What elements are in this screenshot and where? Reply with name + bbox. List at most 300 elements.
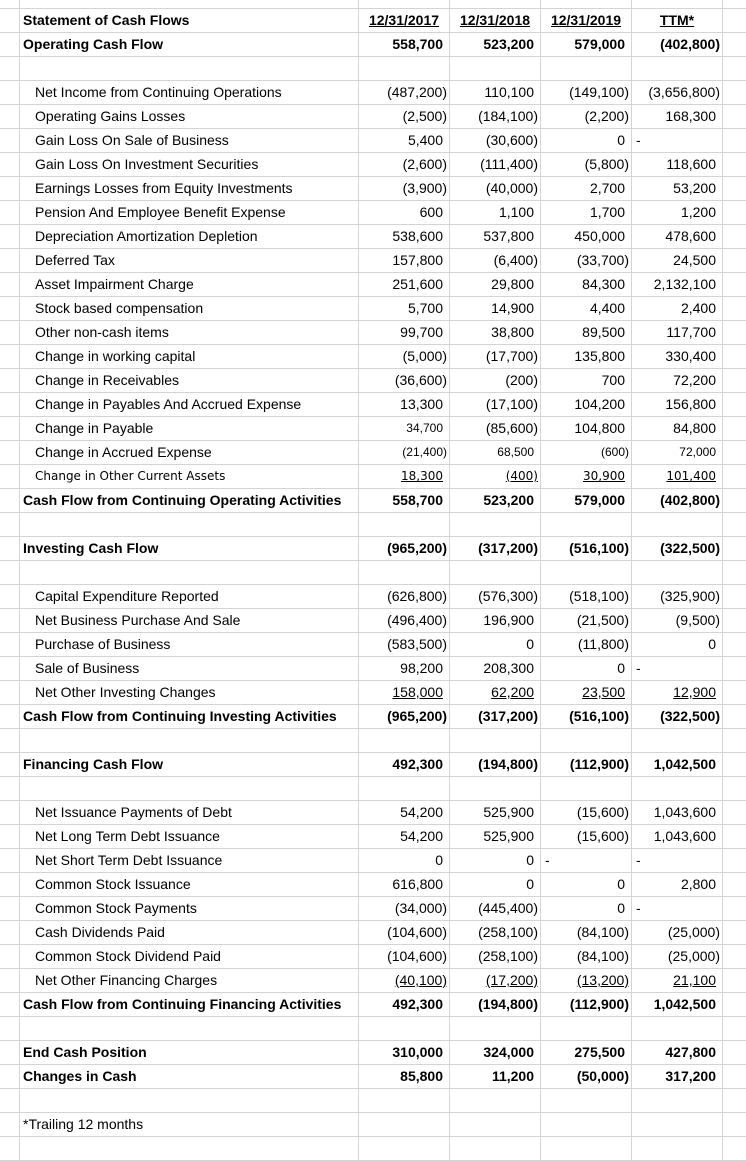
value-cell-3[interactable]	[632, 849, 723, 872]
row-label-sale-of-business[interactable]: Sale of Business	[20, 657, 359, 680]
value-cell-3[interactable]	[632, 921, 723, 944]
value-cell-2[interactable]	[541, 345, 632, 368]
empty-cell[interactable]	[450, 561, 541, 584]
value-cell-2[interactable]	[541, 297, 632, 320]
empty-cell[interactable]	[541, 561, 632, 584]
row-gutter-cell[interactable]	[0, 1065, 20, 1088]
row-label-change-in-payables-and-accrued-expense[interactable]: Change in Payables And Accrued Expense	[20, 393, 359, 416]
empty-cell[interactable]	[723, 177, 746, 200]
row-label-change-in-receivables[interactable]: Change in Receivables	[20, 369, 359, 392]
value-cell-3[interactable]	[632, 441, 723, 464]
value-cell-1[interactable]	[450, 129, 541, 152]
value-cell-1[interactable]	[450, 657, 541, 680]
value-cell-2[interactable]	[541, 849, 632, 872]
row-label-cash-flow-from-continuing-financing-activities[interactable]: Cash Flow from Continuing Financing Activities	[20, 993, 359, 1016]
row-gutter-cell[interactable]	[0, 969, 20, 992]
value-cell-3[interactable]	[632, 1041, 723, 1064]
value-cell-1[interactable]	[450, 105, 541, 128]
empty-cell[interactable]	[723, 1041, 746, 1064]
value-cell-0[interactable]	[359, 441, 450, 464]
value-cell-3[interactable]	[632, 825, 723, 848]
row-gutter-cell[interactable]	[0, 705, 20, 728]
row-label-net-short-term-debt-issuance[interactable]: Net Short Term Debt Issuance	[20, 849, 359, 872]
empty-cell[interactable]	[359, 57, 450, 80]
row-label-end-cash-position[interactable]: End Cash Position	[20, 1041, 359, 1064]
row-label-changes-in-cash[interactable]: Changes in Cash	[20, 1065, 359, 1088]
value-cell-2[interactable]	[541, 273, 632, 296]
row-gutter-cell[interactable]	[0, 633, 20, 656]
empty-cell[interactable]	[359, 729, 450, 752]
value-cell-2[interactable]	[541, 921, 632, 944]
value-cell-1[interactable]	[450, 201, 541, 224]
row-gutter-cell[interactable]	[0, 513, 20, 536]
empty-cell[interactable]	[723, 81, 746, 104]
value-cell-0[interactable]	[359, 105, 450, 128]
empty-cell[interactable]	[450, 1089, 541, 1112]
value-cell-0[interactable]	[359, 969, 450, 992]
empty-cell[interactable]	[20, 0, 359, 8]
row-label-depreciation-amortization-depletion[interactable]: Depreciation Amortization Depletion	[20, 225, 359, 248]
row-gutter-cell[interactable]	[0, 297, 20, 320]
empty-cell[interactable]	[723, 297, 746, 320]
value-cell-2[interactable]	[541, 633, 632, 656]
row-gutter-cell[interactable]	[0, 849, 20, 872]
value-cell-0[interactable]	[359, 537, 450, 560]
value-cell-0[interactable]	[359, 897, 450, 920]
value-cell-3[interactable]	[632, 585, 723, 608]
row-gutter-cell[interactable]	[0, 1089, 20, 1112]
value-cell-2[interactable]	[541, 537, 632, 560]
value-cell-2[interactable]	[541, 609, 632, 632]
empty-cell[interactable]	[723, 585, 746, 608]
value-cell-2[interactable]	[541, 369, 632, 392]
value-cell-2[interactable]	[541, 441, 632, 464]
empty-cell[interactable]	[20, 561, 359, 584]
empty-cell[interactable]	[723, 897, 746, 920]
value-cell-2[interactable]	[541, 873, 632, 896]
value-cell-2[interactable]	[541, 753, 632, 776]
row-gutter-cell[interactable]	[0, 441, 20, 464]
value-cell-2[interactable]	[541, 489, 632, 512]
empty-cell[interactable]	[632, 1113, 723, 1136]
value-cell-0[interactable]	[359, 681, 450, 704]
row-label-cash-dividends-paid[interactable]: Cash Dividends Paid	[20, 921, 359, 944]
row-label-net-long-term-debt-issuance[interactable]: Net Long Term Debt Issuance	[20, 825, 359, 848]
row-gutter-cell[interactable]	[0, 249, 20, 272]
value-cell-1[interactable]	[450, 321, 541, 344]
value-cell-3[interactable]	[632, 1065, 723, 1088]
empty-cell[interactable]	[723, 633, 746, 656]
row-label-deferred-tax[interactable]: Deferred Tax	[20, 249, 359, 272]
value-cell-2[interactable]	[541, 897, 632, 920]
value-cell-0[interactable]	[359, 249, 450, 272]
empty-cell[interactable]	[723, 273, 746, 296]
empty-cell[interactable]	[450, 1113, 541, 1136]
value-cell-3[interactable]	[632, 801, 723, 824]
value-cell-1[interactable]	[450, 249, 541, 272]
value-cell-1[interactable]	[450, 465, 541, 488]
empty-cell[interactable]	[723, 873, 746, 896]
empty-cell[interactable]	[723, 921, 746, 944]
value-cell-3[interactable]	[632, 105, 723, 128]
empty-cell[interactable]	[450, 0, 541, 8]
value-cell-1[interactable]	[450, 993, 541, 1016]
empty-cell[interactable]	[20, 513, 359, 536]
empty-cell[interactable]	[723, 321, 746, 344]
value-cell-3[interactable]	[632, 873, 723, 896]
row-gutter-cell[interactable]	[0, 9, 20, 32]
value-cell-1[interactable]	[450, 537, 541, 560]
value-cell-1[interactable]	[450, 489, 541, 512]
value-cell-3[interactable]	[632, 417, 723, 440]
row-label-net-issuance-payments-of-debt[interactable]: Net Issuance Payments of Debt	[20, 801, 359, 824]
row-gutter-cell[interactable]	[0, 921, 20, 944]
empty-cell[interactable]	[723, 513, 746, 536]
row-label-stock-based-compensation[interactable]: Stock based compensation	[20, 297, 359, 320]
row-gutter-cell[interactable]	[0, 1041, 20, 1064]
row-gutter-cell[interactable]	[0, 465, 20, 488]
value-cell-1[interactable]	[450, 921, 541, 944]
value-cell-2[interactable]	[541, 33, 632, 56]
empty-cell[interactable]	[450, 1017, 541, 1040]
value-cell-1[interactable]	[450, 753, 541, 776]
empty-cell[interactable]	[541, 1137, 632, 1160]
row-label-change-in-working-capital[interactable]: Change in working capital	[20, 345, 359, 368]
value-cell-2[interactable]	[541, 1041, 632, 1064]
empty-cell[interactable]	[20, 1137, 359, 1160]
value-cell-0[interactable]	[359, 1065, 450, 1088]
empty-cell[interactable]	[359, 1089, 450, 1112]
empty-cell[interactable]	[723, 657, 746, 680]
value-cell-0[interactable]	[359, 273, 450, 296]
row-label-change-in-accrued-expense[interactable]: Change in Accrued Expense	[20, 441, 359, 464]
value-cell-1[interactable]	[450, 585, 541, 608]
value-cell-1[interactable]	[450, 225, 541, 248]
value-cell-0[interactable]	[359, 705, 450, 728]
row-gutter-cell[interactable]	[0, 393, 20, 416]
empty-cell[interactable]	[723, 33, 746, 56]
row-label-cash-flow-from-continuing-investing-activities[interactable]: Cash Flow from Continuing Investing Activities	[20, 705, 359, 728]
row-gutter-cell[interactable]	[0, 201, 20, 224]
value-cell-2[interactable]	[541, 177, 632, 200]
value-cell-0[interactable]	[359, 129, 450, 152]
value-cell-2[interactable]	[541, 705, 632, 728]
empty-cell[interactable]	[723, 249, 746, 272]
value-cell-2[interactable]	[541, 321, 632, 344]
empty-cell[interactable]	[723, 825, 746, 848]
value-cell-0[interactable]	[359, 33, 450, 56]
empty-cell[interactable]	[632, 729, 723, 752]
row-label-common-stock-payments[interactable]: Common Stock Payments	[20, 897, 359, 920]
empty-cell[interactable]	[723, 153, 746, 176]
empty-cell[interactable]	[723, 969, 746, 992]
empty-cell[interactable]	[359, 1113, 450, 1136]
value-cell-3[interactable]	[632, 33, 723, 56]
value-cell-3[interactable]	[632, 609, 723, 632]
value-cell-3[interactable]	[632, 129, 723, 152]
row-gutter-cell[interactable]	[0, 321, 20, 344]
row-gutter-cell[interactable]	[0, 993, 20, 1016]
row-gutter-cell[interactable]	[0, 369, 20, 392]
value-cell-0[interactable]	[359, 1041, 450, 1064]
row-gutter-cell[interactable]	[0, 1137, 20, 1160]
value-cell-2[interactable]	[541, 993, 632, 1016]
row-label-net-other-financing-charges[interactable]: Net Other Financing Charges	[20, 969, 359, 992]
value-cell-0[interactable]	[359, 321, 450, 344]
empty-cell[interactable]	[723, 705, 746, 728]
value-cell-3[interactable]	[632, 345, 723, 368]
empty-cell[interactable]	[541, 0, 632, 8]
value-cell-1[interactable]	[450, 1065, 541, 1088]
column-header-3[interactable]	[632, 9, 723, 32]
row-gutter-cell[interactable]	[0, 801, 20, 824]
empty-cell[interactable]	[359, 513, 450, 536]
empty-cell[interactable]	[723, 1113, 746, 1136]
row-gutter-cell[interactable]	[0, 945, 20, 968]
row-gutter-cell[interactable]	[0, 225, 20, 248]
value-cell-3[interactable]	[632, 81, 723, 104]
empty-cell[interactable]	[632, 1089, 723, 1112]
row-label-change-in-other-current-assets[interactable]: Change in Other Current Assets	[20, 465, 359, 488]
value-cell-2[interactable]	[541, 105, 632, 128]
value-cell-1[interactable]	[450, 849, 541, 872]
value-cell-0[interactable]	[359, 609, 450, 632]
empty-cell[interactable]	[541, 777, 632, 800]
value-cell-0[interactable]	[359, 801, 450, 824]
value-cell-3[interactable]	[632, 537, 723, 560]
empty-cell[interactable]	[541, 729, 632, 752]
row-gutter-cell[interactable]	[0, 681, 20, 704]
value-cell-3[interactable]	[632, 969, 723, 992]
row-label-net-business-purchase-and-sale[interactable]: Net Business Purchase And Sale	[20, 609, 359, 632]
row-gutter-cell[interactable]	[0, 129, 20, 152]
row-gutter-cell[interactable]	[0, 753, 20, 776]
row-gutter-cell[interactable]	[0, 729, 20, 752]
value-cell-1[interactable]	[450, 369, 541, 392]
value-cell-2[interactable]	[541, 681, 632, 704]
value-cell-1[interactable]	[450, 969, 541, 992]
row-gutter-cell[interactable]	[0, 537, 20, 560]
empty-cell[interactable]	[723, 201, 746, 224]
empty-cell[interactable]	[723, 849, 746, 872]
value-cell-0[interactable]	[359, 417, 450, 440]
value-cell-0[interactable]	[359, 657, 450, 680]
row-label-financing-cash-flow[interactable]: Financing Cash Flow	[20, 753, 359, 776]
empty-cell[interactable]	[723, 345, 746, 368]
empty-cell[interactable]	[723, 561, 746, 584]
row-gutter-cell[interactable]	[0, 657, 20, 680]
value-cell-1[interactable]	[450, 897, 541, 920]
value-cell-1[interactable]	[450, 273, 541, 296]
value-cell-1[interactable]	[450, 1041, 541, 1064]
empty-cell[interactable]	[359, 777, 450, 800]
empty-cell[interactable]	[723, 681, 746, 704]
empty-cell[interactable]	[359, 1137, 450, 1160]
value-cell-3[interactable]	[632, 321, 723, 344]
empty-cell[interactable]	[723, 729, 746, 752]
empty-cell[interactable]	[723, 801, 746, 824]
value-cell-1[interactable]	[450, 873, 541, 896]
value-cell-3[interactable]	[632, 249, 723, 272]
value-cell-2[interactable]	[541, 1065, 632, 1088]
row-label-common-stock-dividend-paid[interactable]: Common Stock Dividend Paid	[20, 945, 359, 968]
row-gutter-cell[interactable]	[0, 777, 20, 800]
empty-cell[interactable]	[450, 57, 541, 80]
value-cell-1[interactable]	[450, 177, 541, 200]
value-cell-3[interactable]	[632, 465, 723, 488]
value-cell-3[interactable]	[632, 945, 723, 968]
empty-cell[interactable]	[723, 1017, 746, 1040]
row-label-operating-gains-losses[interactable]: Operating Gains Losses	[20, 105, 359, 128]
value-cell-1[interactable]	[450, 417, 541, 440]
value-cell-0[interactable]	[359, 753, 450, 776]
empty-cell[interactable]	[20, 729, 359, 752]
empty-cell[interactable]	[723, 417, 746, 440]
row-label-common-stock-issuance[interactable]: Common Stock Issuance	[20, 873, 359, 896]
empty-cell[interactable]	[450, 777, 541, 800]
value-cell-1[interactable]	[450, 633, 541, 656]
value-cell-1[interactable]	[450, 441, 541, 464]
row-label-other-non-cash-items[interactable]: Other non-cash items	[20, 321, 359, 344]
value-cell-3[interactable]	[632, 657, 723, 680]
value-cell-3[interactable]	[632, 393, 723, 416]
empty-cell[interactable]	[723, 609, 746, 632]
row-label-net-other-investing-changes[interactable]: Net Other Investing Changes	[20, 681, 359, 704]
row-label-net-income-from-continuing-operations[interactable]: Net Income from Continuing Operations	[20, 81, 359, 104]
row-gutter-cell[interactable]	[0, 609, 20, 632]
row-gutter-cell[interactable]	[0, 153, 20, 176]
empty-cell[interactable]	[723, 945, 746, 968]
column-header-0[interactable]	[359, 9, 450, 32]
row-gutter-cell[interactable]	[0, 273, 20, 296]
value-cell-2[interactable]	[541, 969, 632, 992]
value-cell-0[interactable]	[359, 945, 450, 968]
row-gutter-cell[interactable]	[0, 897, 20, 920]
empty-cell[interactable]	[20, 1089, 359, 1112]
row-gutter-cell[interactable]	[0, 345, 20, 368]
value-cell-2[interactable]	[541, 825, 632, 848]
value-cell-1[interactable]	[450, 705, 541, 728]
value-cell-0[interactable]	[359, 369, 450, 392]
value-cell-2[interactable]	[541, 801, 632, 824]
row-gutter-cell[interactable]	[0, 33, 20, 56]
value-cell-2[interactable]	[541, 153, 632, 176]
empty-cell[interactable]	[723, 777, 746, 800]
row-gutter-cell[interactable]	[0, 417, 20, 440]
empty-cell[interactable]	[541, 513, 632, 536]
empty-cell[interactable]	[541, 1017, 632, 1040]
empty-cell[interactable]	[723, 0, 746, 8]
value-cell-1[interactable]	[450, 81, 541, 104]
empty-cell[interactable]	[723, 537, 746, 560]
value-cell-2[interactable]	[541, 393, 632, 416]
value-cell-1[interactable]	[450, 33, 541, 56]
row-label-pension-and-employee-benefit-expense[interactable]: Pension And Employee Benefit Expense	[20, 201, 359, 224]
value-cell-2[interactable]	[541, 945, 632, 968]
row-gutter-cell[interactable]	[0, 873, 20, 896]
empty-cell[interactable]	[450, 729, 541, 752]
value-cell-1[interactable]	[450, 393, 541, 416]
empty-cell[interactable]	[723, 1137, 746, 1160]
row-gutter-cell[interactable]	[0, 177, 20, 200]
empty-cell[interactable]	[723, 57, 746, 80]
value-cell-3[interactable]	[632, 753, 723, 776]
empty-cell[interactable]	[20, 1017, 359, 1040]
value-cell-0[interactable]	[359, 81, 450, 104]
empty-cell[interactable]	[723, 129, 746, 152]
row-label-trailing-12-months[interactable]: *Trailing 12 months	[20, 1113, 359, 1136]
empty-cell[interactable]	[359, 1017, 450, 1040]
value-cell-3[interactable]	[632, 177, 723, 200]
empty-cell[interactable]	[541, 1113, 632, 1136]
value-cell-0[interactable]	[359, 921, 450, 944]
empty-cell[interactable]	[723, 753, 746, 776]
empty-cell[interactable]	[723, 465, 746, 488]
value-cell-3[interactable]	[632, 153, 723, 176]
value-cell-1[interactable]	[450, 609, 541, 632]
value-cell-1[interactable]	[450, 297, 541, 320]
value-cell-0[interactable]	[359, 177, 450, 200]
row-label-statement-of-cash-flows[interactable]: Statement of Cash Flows	[20, 9, 359, 32]
value-cell-2[interactable]	[541, 129, 632, 152]
value-cell-1[interactable]	[450, 345, 541, 368]
empty-cell[interactable]	[723, 489, 746, 512]
row-gutter-cell[interactable]	[0, 57, 20, 80]
value-cell-2[interactable]	[541, 465, 632, 488]
value-cell-1[interactable]	[450, 945, 541, 968]
value-cell-0[interactable]	[359, 849, 450, 872]
row-gutter-cell[interactable]	[0, 561, 20, 584]
row-label-asset-impairment-charge[interactable]: Asset Impairment Charge	[20, 273, 359, 296]
value-cell-3[interactable]	[632, 897, 723, 920]
empty-cell[interactable]	[541, 57, 632, 80]
row-label-cash-flow-from-continuing-operating-activities[interactable]: Cash Flow from Continuing Operating Activities	[20, 489, 359, 512]
value-cell-0[interactable]	[359, 345, 450, 368]
row-label-earnings-losses-from-equity-investments[interactable]: Earnings Losses from Equity Investments	[20, 177, 359, 200]
value-cell-1[interactable]	[450, 801, 541, 824]
empty-cell[interactable]	[723, 225, 746, 248]
empty-cell[interactable]	[450, 1137, 541, 1160]
column-header-1[interactable]	[450, 9, 541, 32]
row-gutter-cell[interactable]	[0, 1113, 20, 1136]
row-gutter-cell[interactable]	[0, 0, 20, 8]
empty-cell[interactable]	[723, 105, 746, 128]
value-cell-1[interactable]	[450, 681, 541, 704]
row-label-purchase-of-business[interactable]: Purchase of Business	[20, 633, 359, 656]
row-label-capital-expenditure-reported[interactable]: Capital Expenditure Reported	[20, 585, 359, 608]
empty-cell[interactable]	[723, 1065, 746, 1088]
empty-cell[interactable]	[20, 57, 359, 80]
value-cell-3[interactable]	[632, 201, 723, 224]
value-cell-0[interactable]	[359, 153, 450, 176]
empty-cell[interactable]	[723, 441, 746, 464]
empty-cell[interactable]	[723, 393, 746, 416]
value-cell-2[interactable]	[541, 201, 632, 224]
value-cell-0[interactable]	[359, 993, 450, 1016]
empty-cell[interactable]	[632, 1017, 723, 1040]
row-label-investing-cash-flow[interactable]: Investing Cash Flow	[20, 537, 359, 560]
value-cell-3[interactable]	[632, 993, 723, 1016]
empty-cell[interactable]	[723, 1089, 746, 1112]
empty-cell[interactable]	[632, 561, 723, 584]
value-cell-0[interactable]	[359, 489, 450, 512]
empty-cell[interactable]	[632, 777, 723, 800]
empty-cell[interactable]	[723, 9, 746, 32]
empty-cell[interactable]	[632, 57, 723, 80]
row-gutter-cell[interactable]	[0, 489, 20, 512]
value-cell-0[interactable]	[359, 873, 450, 896]
empty-cell[interactable]	[450, 513, 541, 536]
